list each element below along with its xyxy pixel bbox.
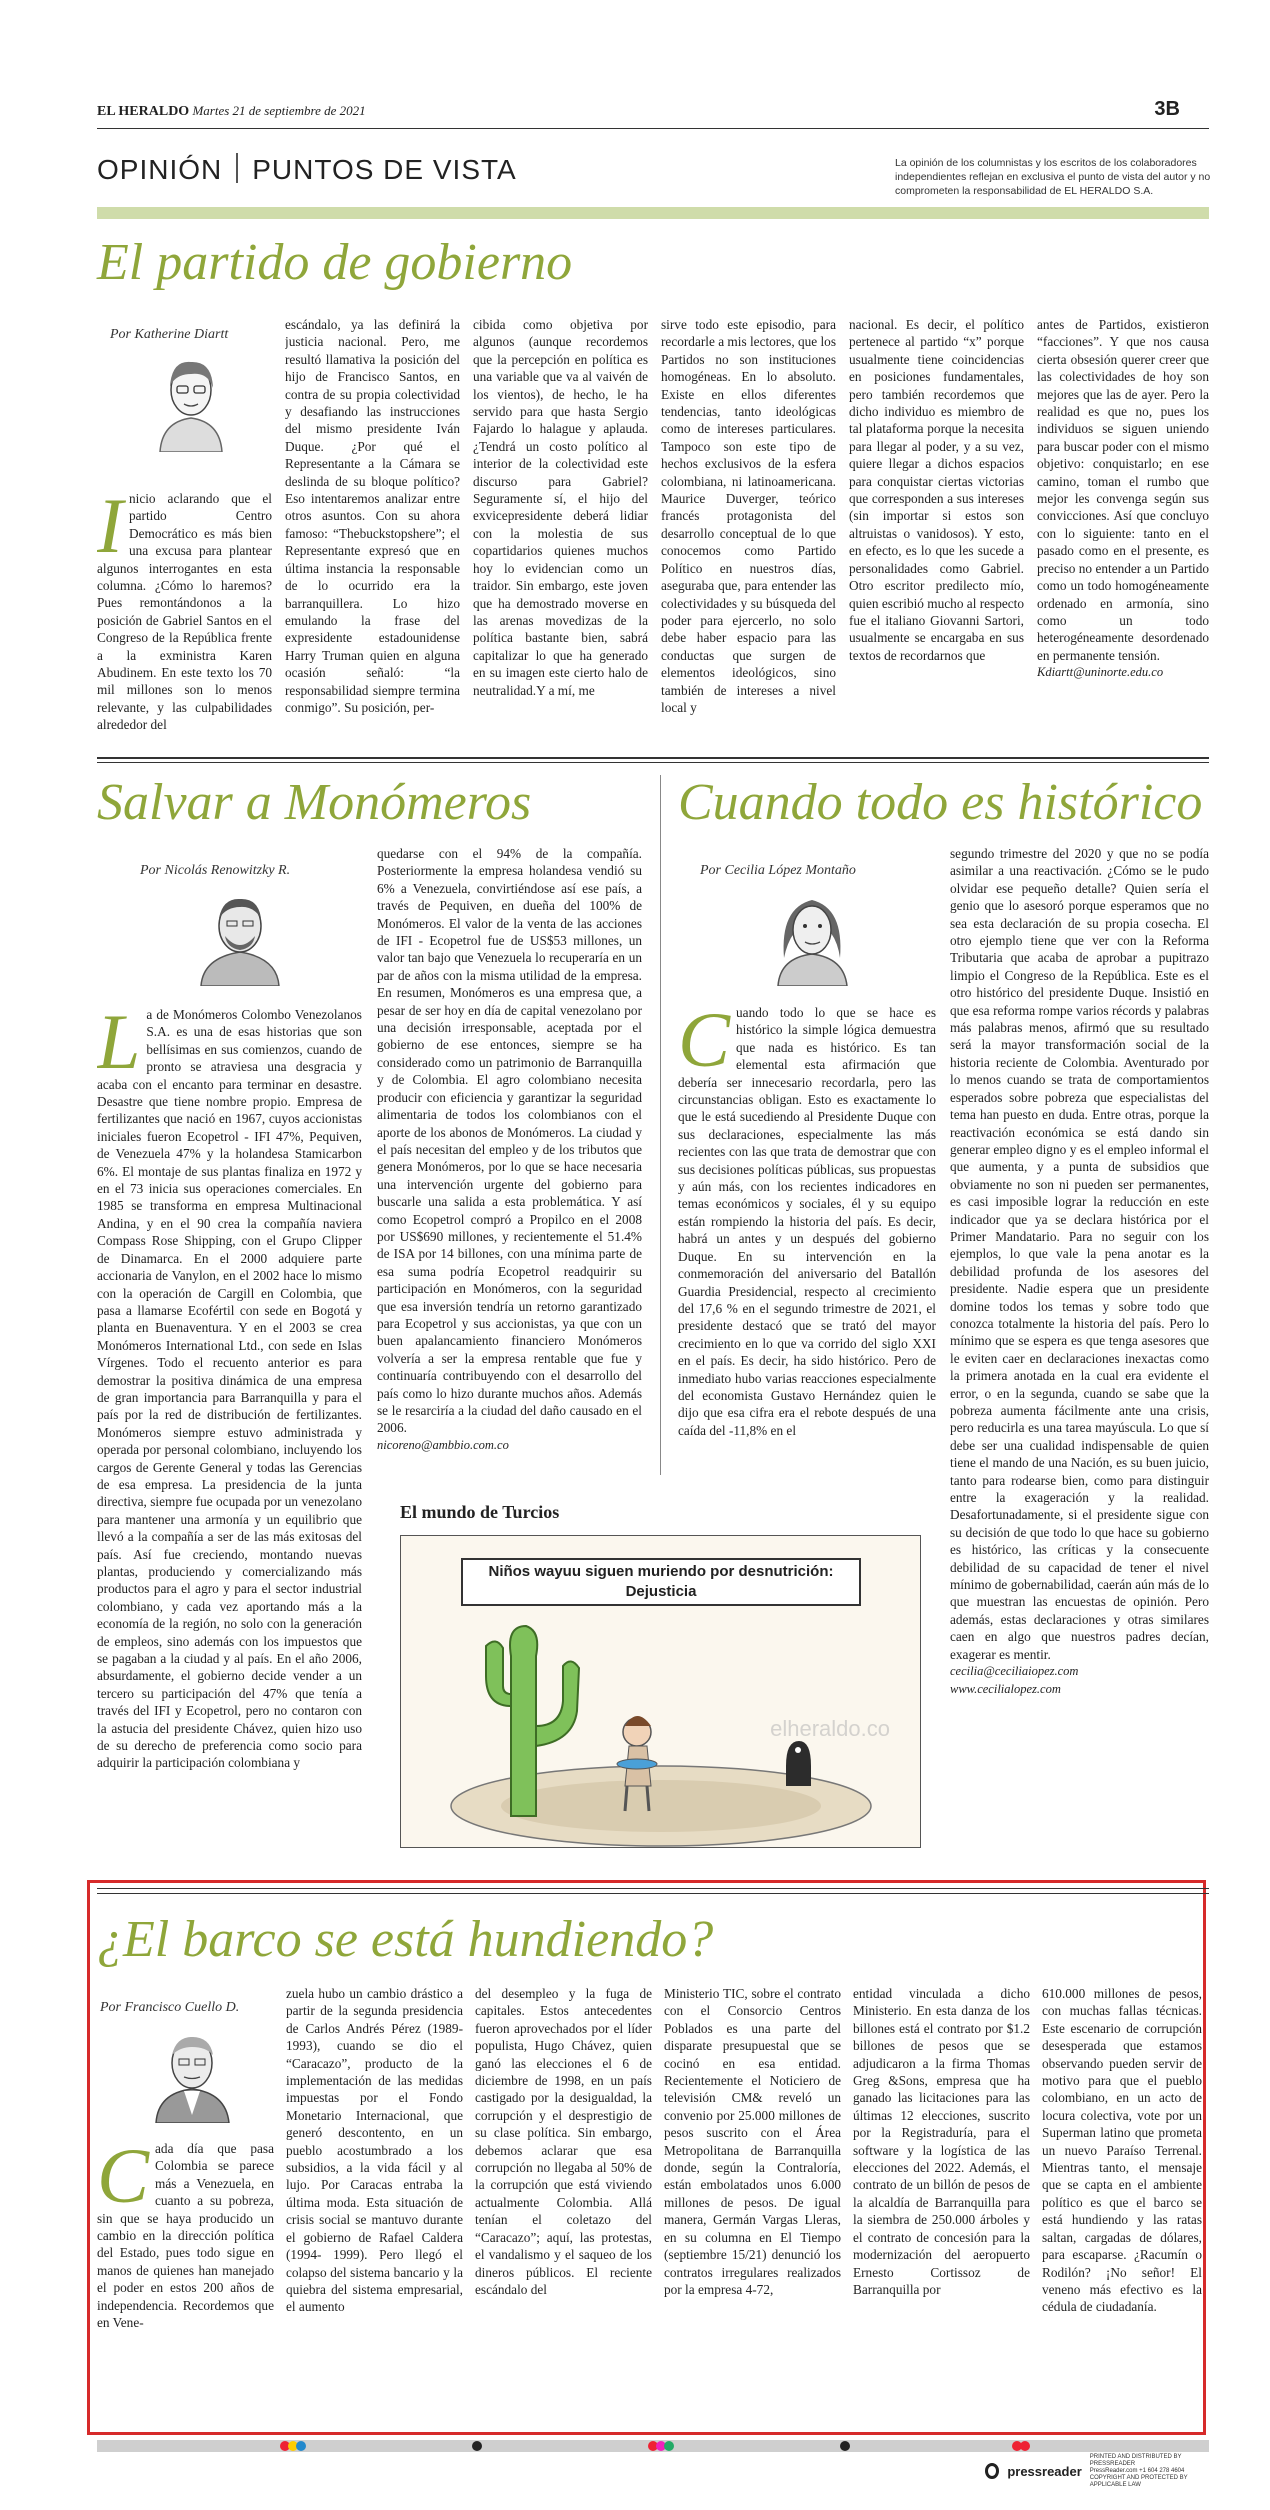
pressreader-footer (985, 2452, 1215, 2490)
footer-line-1: PRINTED AND DISTRIBUTED BY PRESSREADER (1089, 2453, 1182, 2467)
article3-email-1: cecilia@ceciliaiopez.com (950, 1664, 1079, 1679)
article4-column-1 (97, 2140, 274, 2430)
cartoon-section-title: El mundo de Turcios (400, 1502, 560, 1522)
article1-text-1: nicio aclarando que el partido Centro Democrático es más bien una excusa para plantear algunos interrogantes en esta columna. ¿Cómo lo haremos? Pues remontándonos a la posición de Gabriel Santos en el Congreso de la República frente a la exministra Karen Abudinem. En este texto los 70 mil millones son lo menos relevante, y las culpabilidades alrededor del (97, 491, 272, 733)
article3-column-2 (950, 845, 1209, 1850)
article1-column-3: cibida como objetiva por algunos (aunque recordemos que la percepción en política es una variable que va al vaivén de los vientos), de hecho, le ha servido para que hasta Sergio Fajardo lo halague y aplauda. ¿Tendrá un costo político al interior de la colectividad este discurso para Gabriel? Seguramente sí, el hijo del exvicepresidente deberá lidiar con la molestia de sus copartidarios quienes muchos hoy lo evidencian como un traidor. Sin embargo, este joven que ha demostrado moverse en las arenas movedizas de la política bastante bien, sabrá capitalizar lo que ha generado en su imagen este cierto halo de neutralidad.Y a mí, me (473, 317, 648, 698)
article4-column-2: zuela hubo un cambio drástico a partir de la segunda presidencia de Carlos Andrés Pérez (1989- 1993), cuando se dio el “Caracazo”, producto de la implementación de las medidas impuestas por el Fondo Monetario Internacional, que generó descontento, en un pueblo acostumbrado a los subsidios, a la vida fácil y al lujo. Por Caracas entraba la última moda. Esta situación de crisis social se mantuvo durante el gobierno de Rafael Caldera (1994- 1999). Pero llegó el colapso del sistema bancario y la quiebra del sistema empresarial, el aumento (286, 1986, 463, 2315)
pressreader-logo-icon (985, 2463, 999, 2479)
issue-date: Martes 21 de septiembre de 2021 (192, 103, 366, 118)
article3-dropcap: C (678, 1004, 731, 1083)
masthead (97, 103, 366, 120)
article3-byline: Por Cecilia López Montaño (700, 863, 856, 878)
article3-column-1 (678, 1004, 936, 1484)
pressreader-logo-text: pressreader (1007, 2463, 1082, 2479)
article1-text-6: antes de Partidos, existieron “facciones”. Y que nos causa cierta obsesión querer creer que las colectividades de hoy son mejores que las de ayer. Pero la realidad es que no, pues los individuos se siguen uniendo para buscar poder con el mismo objetivo: conquistarlo; en ese camino, toman el rumbo que mejor les convenga según sus convicciones. Así que concluyo con lo siguiente: tanto en el pasado como en el presente, es preciso no entender a un Partido como un todo homogéneamente ordenado en armonía, sino como un todo heterogéneamente desordenado en permanente tensión. (1037, 317, 1209, 663)
article4-column-3: del desempleo y la fuga de capitales. Estos antecedentes fueron aprovechados por el líder populista, Hugo Chávez, quien ganó las elecciones el 6 de diciembre de 1998, en un país castigado por la desigualdad, la corrupción y el desprestigio de su clase política. Sin embargo, debemos aclarar que esa corrupción no llegaba al 50% de la corrupción que está viviendo actualmente Colombia. Allá tenían el coletazo del “Caracazo”; aquí, las protestas, el vandalismo y el saqueo de los dineros públicos. El reciente escándalo del (475, 1986, 652, 2297)
article2-title: Salvar a Monómeros (97, 774, 532, 831)
footer-line-2: PressReader.com +1 604 278 4604 (1089, 2467, 1185, 2474)
article1-email: Kdiartt@uninorte.edu.co (1037, 665, 1164, 680)
article3-text-1: uando todo lo que se hace es histórico la simple lógica demuestra que nada es histórico. Es tan elemental esta afirmación que debería ser innecesario recordarla, pero las circunstancias obligan. Esto es exactamente lo que le está sucediendo al Presidente Duque con sus declaraciones, especialmente las más recientes con las que trata de demostrar que con sus decisiones políticas públicas, sus propuestas y aún más, con los recientes indicadores en temas económicos y sociales, él y su equipo están rompiendo la historia del país. Es decir, habrá un antes y un después del gobierno Duque. En su intervención en la conmemoración del aniversario del Batallón Guardia Presidencial, respecto al crecimiento del 17,6 % en el segundo trimestre de 2021, el presidente destacó que se trató del mayor crecimiento en lo que va corrido del siglo XXI en el país. Es decir, ha sido histórico. Pero de inmediato hubo varias reacciones especialmente del economista Gustavo Hernández quien le dijo que esa cifra era el rebote después de una caída del -11,8% en el (678, 1005, 936, 1438)
mid-rule-2 (97, 762, 1209, 763)
article3-title: Cuando todo es histórico (678, 774, 1203, 831)
box-rule-top (97, 1888, 1209, 1889)
cartoon-watermark: elheraldo.co (770, 1716, 890, 1741)
author-portrait-diartt (150, 352, 232, 452)
article1-title: El partido de gobierno (97, 234, 573, 291)
article3-text-2: segundo trimestre del 2020 y que no se podía asimilar a una reactivación. ¿Cómo se le pudo olvidar ese pequeño detalle? Quien sería el genio que lo asesoró porque esperamos que no sea esta declaración de su propia cosecha. El otro ejemplo tiene que ver con la Reforma Tributaria que acaba de aprobar a pupitrazo limpio el Congreso de la República. Este es el otro histórico del presidente Duque. Insistió en que esa reforma rompe varios récords y palabras más palabras menos, afirmó que su resultado será la mayor transformación social de la historia reciente de Colombia. Aventurado por lo menos cuando se trata de comportamientos esperados sobre pobreza que especialistas del tema han puesto en duda. Entre otras, porque la reactivación económica se está dando sin generar empleo digno y es el empleo informal el que aumenta, y a punta de subsidios que obviamente no son ni pueden ser permanentes, es casi imposible lograr la reducción en este indicador que ya se declara histórica por el Primer Mandatario. Para no seguir con los ejemplos, lo que vale la pena anotar es la debilidad profunda de los asesores del presidente. Nadie espera que un presidente domine todos los temas y sobre todo que conozca totalmente la historia del país. Pero lo mínimo que se espera es que tenga asesores que le eviten caer en declaraciones inexactas como la primera anotada en la cual era evidente el error, o en la segunda, cuando se sabe que la pobreza aumenta fácilmente ante una crisis, pero reducirla es una tarea mayúscula. Lo que sí debe ser una cualidad indispensable de quien tiene el mando de una Nación, es su buen juicio, tanto para rodearse bien, como para distinguir entre la exageración y la realidad. Desafortunadamente, si el presidente sigue con su decisión de que todo lo que hace su gobierno es histórico, las críticas y la consecuente debilidad de su capacidad de tener el nivel mínimo de gobernabilidad, caerán aún más de lo que muestran las encuestas de opinión. Pero además, estas declaraciones y otras similares caen en algo que nuestros padres decían, exagerar es mentir. (950, 846, 1209, 1662)
article3-email-2: www.cecilialopez.com (950, 1681, 1061, 1696)
article2-text-1: a de Monómeros Colombo Venezolanos S.A. es una de esas historias que son bellísimas en sus comienzos, cuando de pronto se atraviesa una desgracia y acaba con el encanto para terminar en desastre. Desastre que tiene nombre propio. Empresa de fertilizantes que nació en 1967, cuyos accionistas iniciales fueron Ecopetrol - IFI 47%, Pequiven, de Venezuela 47% y la holandesa Stamicarbon 6%. El montaje de sus plantas finaliza en 1972 y en el 73 inicia sus operaciones comerciales. En 1985 se transforma en empresa Multinacional Andina, y en el 90 crea la compañía naviera Compass Rose Shipping, con el Grupo Clipper de Dinamarca. En el 2000 adquiere parte accionaria de Vanylon, en el 2002 hace lo mismo con la operación de Cargill en Colombia, que pasa a llamarse Ecofértil con sede en Bogotá y planta en Buenaventura. Y en el 2003 se crea Monómeros International Ltd., con sede en Islas Vírgenes. Todo el recuento anterior es para demostrar la positiva dinámica de una empresa de gran importancia para Barranquilla y para el país por la red de distribución de fertilizantes. Monómeros siempre estuvo administrada y operada por personal colombiano, incluyendo los cargos de Gerente General y todas las Gerencias de esa empresa. La presidencia de la junta directiva, siempre fue ocupada por un venezolano para mantener una armonía y un equilibrio que llevó a la compañía a ser de las más exitosas del país. Así fue creciendo, montando nuevas plantas, produciendo y comercializando más productos para el agro y para el sector industrial colombiano, y cada vez aportando más a la economía de la región, no solo con la generación de empleos, sino además con los impuestos que se pagaban a la ciudad y al país. En el año 2006, absurdamente, el gobierno decide vender a un tercero su participación del 47% que tenía a través del IFI y Ecopetrol, pero no contaron con la astucia del presidente Chávez, quien hizo uso de su derecho de preferencia como socio para adquirir la participación colombiana y (97, 1007, 362, 1771)
page-number: 3B (1154, 98, 1180, 120)
header-rule (97, 128, 1209, 129)
author-portrait-cuello (150, 2025, 235, 2123)
cartoon-caption: Niños wayuu siguen muriendo por desnutrición: Dejusticia (461, 1558, 861, 1606)
section-puntos: PUNTOS DE VISTA (252, 154, 517, 185)
paper-name: EL HERALDO (97, 104, 190, 119)
article1-byline: Por Katherine Diartt (110, 327, 229, 342)
footer-line-3: COPYRIGHT AND PROTECTED BY APPLICABLE LAW (1089, 2474, 1188, 2488)
print-register-band (97, 2440, 1209, 2452)
article2-email: nicoreno@ambbio.com.co (377, 1437, 509, 1452)
section-header (97, 153, 517, 186)
article1-column-6 (1037, 316, 1209, 736)
article4-byline: Por Francisco Cuello D. (100, 2000, 240, 2015)
column-divider (660, 775, 661, 1475)
article4-column-4: Ministerio TIC, sobre el contrato con el Consorcio Centros Poblados es una parte del disparate presupuestal que se cocinó en esa entidad. Recientemente el Noticiero de televisión CM& reveló un convenio por 25.000 millones de pesos suscrito con el Área Metropolitana de Barranquilla donde, según la Contraloría, están embolatados unos 6.000 millones de pesos. De igual manera, Germán Vargas Lleras, en su columna en El Tiempo (septiembre 15/21) denunció los contratos irregulares realizados por la empresa 4-72, (664, 1986, 841, 2297)
pressreader-notice (1090, 2454, 1215, 2489)
section-opinion: OPINIÓN (97, 154, 223, 185)
green-band-top (97, 207, 1209, 219)
article4-column-5: entidad vinculada a dicho Ministerio. En esta danza de los billones está el contrato por $1.2 billones de pesos que se adjudicaron a la firma Thomas Greg &Sons, empresa que ha ganado las licitaciones para las últimas 12 elecciones, suscrito por la Registraduría, para el software y la logística de las elecciones del 2022. Además, el contrato de un billón de pesos de la alcaldía de Barranquilla para la siembra de 250.000 árboles y el contrato de concesión para la modernización del aeropuerto Ernesto Cortissoz de Barranquilla por (853, 1986, 1030, 2297)
disclaimer: La opinión de los columnistas y los escritos de los colaboradores independientes reflejan en exclusiva el punto de vista del autor y no comprometen la responsabilidad de EL HERALDO S.A. (895, 157, 1211, 197)
article2-byline: Por Nicolás Renowitzky R. (140, 863, 291, 878)
article2-dropcap: L (97, 1006, 141, 1085)
article1-dropcap: I (97, 490, 123, 569)
article1-column-4: sirve todo este episodio, para recordarle a mis lectores, que los Partidos no son instituciones homogéneas. En lo absoluto. Existe en ellos diferentes tendencias, tanto ideológicas como de intereses particulares. Tampoco son este tipo de hechos exclusivos de la esfera colombiana, ni latinoamericana. Maurice Duverger, teórico francés protagonista del desarrollo conceptual de lo que conocemos como Partido Político en nuestros días, aseguraba que, para entender las colectividades y su búsqueda del poder para ejercerlo, no solo debe haber espacio para las conductas que surgen de elementos ideológicos, sino también de intereses a nivel local y (661, 317, 836, 715)
article4-column-6: 610.000 millones de pesos, con muchas fallas técnicas. Este escenario de corrupción desesperada que estamos observando pueden servir de motivo para que el pueblo colombiano, en un acto de locura colectiva, vote por un Superman latino que prometa un nuevo Paraíso Terrenal. Mientras tanto, el mensaje que se capta en el ambiente político es que el barco se está hundiendo y las ratas saltan, cargadas de dólares, para escaparse. ¿Racumín o Rodilón? ¡No señor! El veneno más efectivo es la cédula de ciudadanía. (1042, 1986, 1202, 2315)
article1-column-2: escándalo, ya las definirá la justicia nacional. Pero, me resultó llamativa la posición del hijo de Francisco Santos, en contra de su propia colectividad y desafiando las instrucciones del mismo presidente Iván Duque. ¿Por qué el Representante a la Cámara se deslinda de su bloque político? Eso intentaremos analizar entre otros asuntos. Con su ahora famoso: “Thebuckstopshere”; el Representante expresó que en última instancia la responsable de lo ocurrido era la barranquillera. Lo hizo emulando la frase del expresidente estadounidense Harry Truman quien en alguna ocasión señaló: “la responsabilidad siempre termina conmigo”. Su posición, per- (285, 317, 460, 715)
article1-column-5: nacional. Es decir, el político pertenece al partido “x” porque usualmente tiene coincidencias en posiciones fundamentales, pero también recordemos que dicho individuo es miembro de tal plataforma porque la necesita para llegar al poder, y a su vez, quiere llegar a dichos espacios para conquistar ciertas victorias que corresponden a sus intereses (sin importar si estos son altruistas o vanidosos). Y esto, en efecto, es lo que les sucede a personalidades como Gabriel. Otro escritor predilecto mío, quien escribió mucho al respecto fue el italiano Giovanni Sartori, usualmente se encargaba en sus textos de recordarnos que (849, 317, 1024, 663)
article4-text-1: ada día que pasa Colombia se parece más a Venezuela, en cuanto a su pobreza, sin que se haya producido un cambio en la dirección política del Estado, pues todo sigue en manos de quienes han manejado el poder en estos 200 años de independencia. Recordemos que en Vene- (97, 2141, 274, 2331)
article4-title: ¿El barco se está hundiendo? (97, 1911, 714, 1968)
article4-dropcap: C (97, 2140, 150, 2219)
cartoon-illustration (400, 1535, 921, 1848)
article2-text-2: quedarse con el 94% de la compañía. Posteriormente la empresa holandesa vendió su 6% a Venezuela, convirtiéndose así ese país, a través de Pequiven, en dueña del 100% de Monómeros. El valor de la venta de las acciones de IFI - Ecopetrol fue de US$53 millones, un valor tan bajo que Venezuela lo recuperaría en un par de años con la misma utilidad de la empresa. En resumen, Monómeros es una empresa que, a pesar de ser hoy en día de capital venezolano por una decisión irresponsable, aceptada por el gobierno de ese entonces, siempre se ha considerado como un patrimonio de Barranquilla y de Colombia. El agro colombiano necesita producir con eficiencia y garantizar la seguridad alimentaria de todos los colombianos con el aporte de los abonos de Monómeros. La ciudad y el país necesitan del empleo y de los tributos que genera Monómeros, por lo que se hace necesaria una intervención urgente del gobierno para buscarle una salida a esta problemática. Y así como Ecopetrol compró a Propilco en el 2008 por US$690 millones, y recientemente el 51.4% de ISA por 14 billones, con una mínima parte de esa suma podría Ecopetrol readquirir su participación en Monómeros, con la seguridad que esa inversión tendría un retorno garantizado para Ecopetrol y sus accionistas, ya que con un buen apalancamiento financiero Monómeros volvería a ser la empresa rentable que fue y continuaría contribuyendo con el desarrollo del país como lo hizo durante muchos años. Además se le resarciría a la ciudad del daño causado en el 2006. (377, 846, 642, 1436)
article2-column-1 (97, 1006, 362, 1826)
article1-column-1 (97, 490, 272, 735)
author-portrait-lopez (770, 888, 855, 986)
article2-column-2 (377, 845, 642, 1465)
box-rule-top-2 (97, 1893, 1209, 1894)
section-divider (236, 153, 238, 183)
author-portrait-renowitzky (195, 888, 285, 986)
mid-rule-1 (97, 757, 1209, 759)
